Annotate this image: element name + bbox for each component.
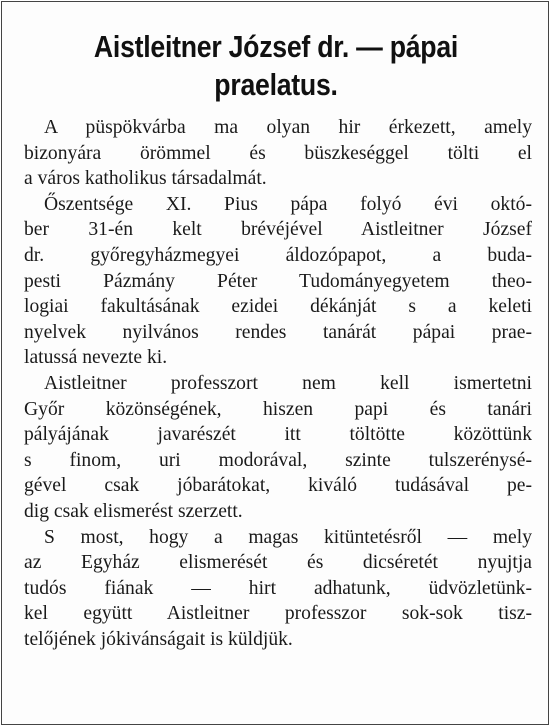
text-line: tudós fiának — hirt adhatunk, üdvözletünk-	[24, 577, 532, 599]
text-line: A püspökvárba ma olyan hir érkezett, amely	[44, 117, 532, 138]
headline-line-2: praelatus.	[214, 67, 338, 102]
clipping-frame	[1, 1, 549, 725]
text-line: pesti Pázmány Péter Tudományegyetem theo-	[24, 270, 532, 292]
text-line: gével csak jóbarátokat, kiváló tudásával pe-	[24, 475, 532, 497]
text-line: S most, hogy a magas kitüntetésről — mely	[44, 526, 532, 548]
text-line: Győr közönségének, hiszen papi és tanári	[24, 398, 532, 420]
paragraph-2	[24, 192, 532, 371]
headline-line-1: Aistleitner József dr. — pápai	[93, 29, 459, 64]
paragraph-1	[24, 115, 532, 192]
text-line: latussá nevezte ki.	[24, 347, 168, 369]
text-line: az Egyház elismerését és dicséretét nyujtja	[24, 552, 532, 574]
article-body	[24, 115, 532, 652]
text-line: dr. győregyházmegyei áldozópapot, a buda-	[24, 244, 532, 266]
text-line: Aistleitner professzort nem kell ismertetni	[44, 372, 532, 394]
text-line: bizonyára örömmel és büszkeséggel tölti el	[24, 142, 532, 164]
text-line: a város katholikus társadalmát.	[24, 168, 267, 190]
text-line: logiai fakultásának ezidei dékánját s a keleti	[24, 296, 532, 318]
text-line: ber 31-én kelt brévéjével Aistleitner József	[24, 219, 532, 241]
text-line: pályájának javarészét itt töltötte közöttünk	[24, 424, 532, 446]
paragraph-3	[24, 371, 532, 525]
text-line: Őszentsége XI. Pius pápa folyó évi októ-	[44, 193, 532, 215]
text-line: s finom, uri modorával, szinte tulszerénysé-	[24, 449, 532, 471]
text-line: kel együtt Aistleitner professzor sok-sok tisz-	[24, 603, 532, 625]
article-headline	[40, 28, 511, 104]
text-line: dig csak elismerést szerzett.	[24, 500, 243, 522]
paragraph-4	[24, 525, 532, 653]
text-line: nyelvek nyilvános rendes tanárát pápai prae-	[24, 321, 532, 343]
text-line: telőjének jókivánságait is küldjük.	[24, 628, 293, 650]
